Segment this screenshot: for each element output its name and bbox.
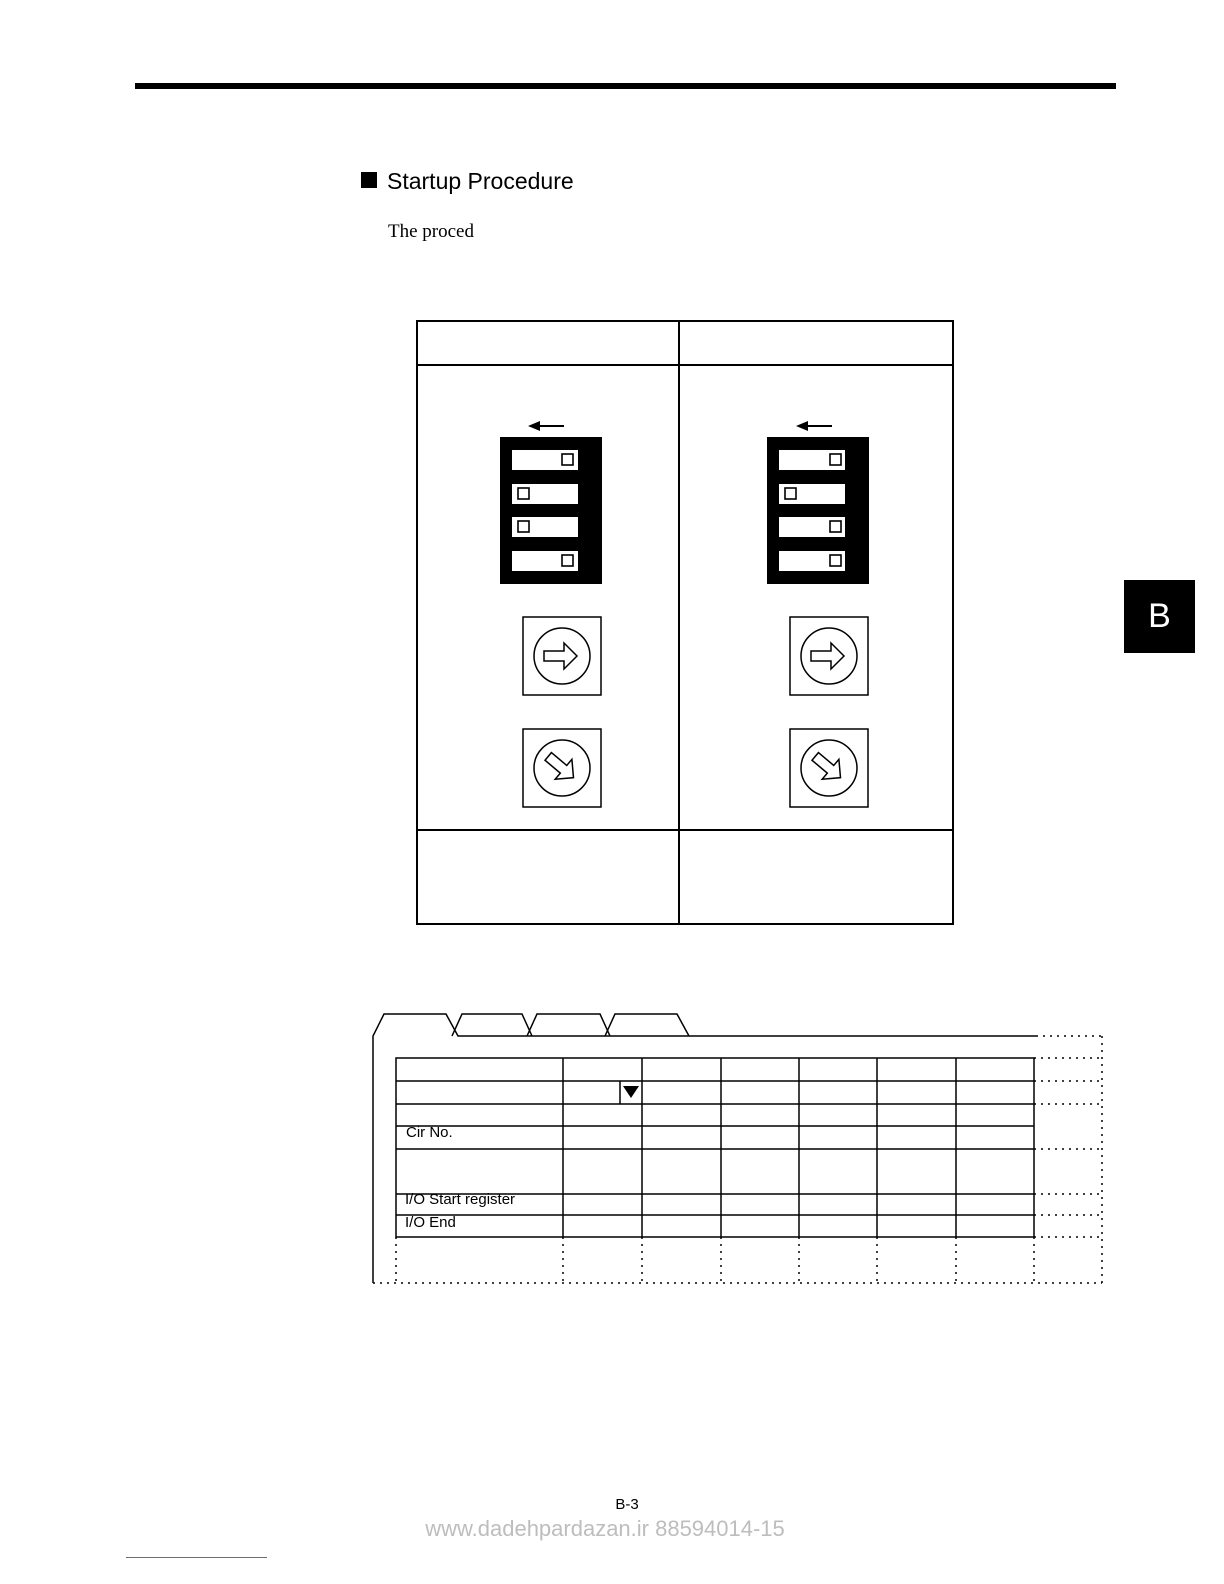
page-number: B-3	[615, 1496, 639, 1513]
left-arrow-icon	[796, 421, 808, 431]
row-label-io-start-register: I/O Start register	[405, 1191, 516, 1208]
rotary-switch-left-2	[523, 729, 601, 807]
rotary-switch-right-2	[790, 729, 868, 807]
section-title: Startup Procedure	[387, 168, 574, 194]
watermark: www.dadehpardazan.ir 88594014-15	[425, 1516, 785, 1541]
chapter-tab: B	[1124, 580, 1195, 653]
rotary-switch-left-1	[523, 617, 601, 695]
footer-link-underline	[126, 1557, 267, 1558]
square-bullet-icon	[361, 172, 377, 188]
row-label-io-end: I/O End	[405, 1214, 456, 1231]
section-heading	[361, 168, 574, 195]
module-config-grid	[372, 1010, 1107, 1290]
dropdown-arrow-icon[interactable]	[623, 1086, 639, 1098]
module-config-window	[372, 1010, 1107, 1290]
intro-text: The proced	[388, 221, 474, 242]
rotary-switch-right-1	[790, 617, 868, 695]
left-arrow-icon	[528, 421, 540, 431]
row-label-cir-no: Cir No.	[406, 1124, 453, 1141]
switch-settings-figure	[416, 320, 956, 926]
top-rule	[135, 83, 1116, 89]
dip-switch-left	[500, 421, 602, 584]
dip-switch-right	[767, 421, 869, 584]
